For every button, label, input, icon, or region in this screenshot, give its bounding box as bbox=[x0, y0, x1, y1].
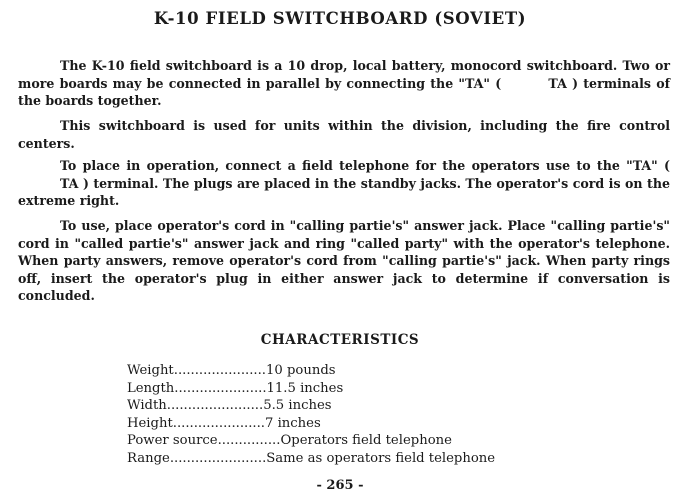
ta-terminal-symbol: TA bbox=[548, 75, 567, 91]
paragraph-operation-text-end: ) terminal. The plugs are placed in the standby jacks. The operator's cord is on the extreme right. bbox=[18, 175, 670, 209]
paragraph-operation-text: To place in operation, connect a field telephone for the operators use to the "TA" ( bbox=[60, 158, 670, 173]
spec-label: Power source bbox=[127, 433, 218, 449]
spec-value: 7 inches bbox=[265, 415, 321, 431]
paragraph-usage: This switchboard is used for units within the division, including the fire control centers. bbox=[18, 118, 670, 151]
spec-value: 10 pounds bbox=[265, 363, 336, 378]
spec-row-width bbox=[127, 397, 597, 415]
spec-leader-dots: ............... bbox=[217, 433, 281, 449]
paragraph-instructions: To use, place operator's cord in "calling partie's" answer jack. Place "calling partie's" cord in "called partie's" answer jack and ring "called party" with the operator's telephone. When party answers, remove operator's cord from "calling partie's" jack. When party rings off, insert the operator's plug in either answer jack to determine if conversation is concluded. bbox=[18, 218, 670, 304]
spec-leader-dots: ....................... bbox=[169, 450, 267, 466]
spec-value: 11.5 inches bbox=[266, 380, 344, 396]
spec-label: Length bbox=[127, 380, 175, 396]
characteristics-heading: CHARACTERISTICS bbox=[260, 332, 420, 348]
paragraph-description bbox=[18, 57, 670, 110]
spec-row-power-source bbox=[127, 432, 597, 450]
spec-leader-dots: ...................... bbox=[172, 415, 265, 431]
spec-label: Weight bbox=[127, 363, 174, 378]
spec-label: Range bbox=[127, 450, 170, 466]
spec-value: Same as operators field telephone bbox=[266, 450, 496, 466]
spec-row-range bbox=[127, 450, 597, 468]
spec-row-height bbox=[127, 415, 597, 433]
spec-row-length bbox=[127, 380, 597, 398]
paragraph-operation bbox=[18, 157, 670, 210]
page-title: K-10 FIELD SWITCHBOARD (SOVIET) bbox=[153, 9, 527, 28]
spec-value: Operators field telephone bbox=[280, 433, 452, 449]
ta-terminal-symbol: TA bbox=[60, 175, 79, 191]
paragraph-description-text-end: ) terminals of the boards together. bbox=[18, 75, 671, 109]
paragraph-description-text: The K-10 field switchboard is a 10 drop, local battery, monocord switchboard. Two or more boards may be connected in parallel by connecting the "TA" ( bbox=[18, 58, 670, 91]
spec-label: Height bbox=[127, 415, 173, 431]
spec-value: 5.5 inches bbox=[263, 398, 332, 414]
spec-leader-dots: ...................... bbox=[173, 363, 266, 378]
spec-row-weight bbox=[127, 362, 597, 380]
page-number: - 265 - bbox=[316, 478, 364, 493]
characteristics-list bbox=[127, 362, 597, 468]
spec-label: Width bbox=[127, 398, 167, 414]
spec-leader-dots: ...................... bbox=[174, 380, 267, 396]
spec-leader-dots: ....................... bbox=[166, 398, 264, 414]
